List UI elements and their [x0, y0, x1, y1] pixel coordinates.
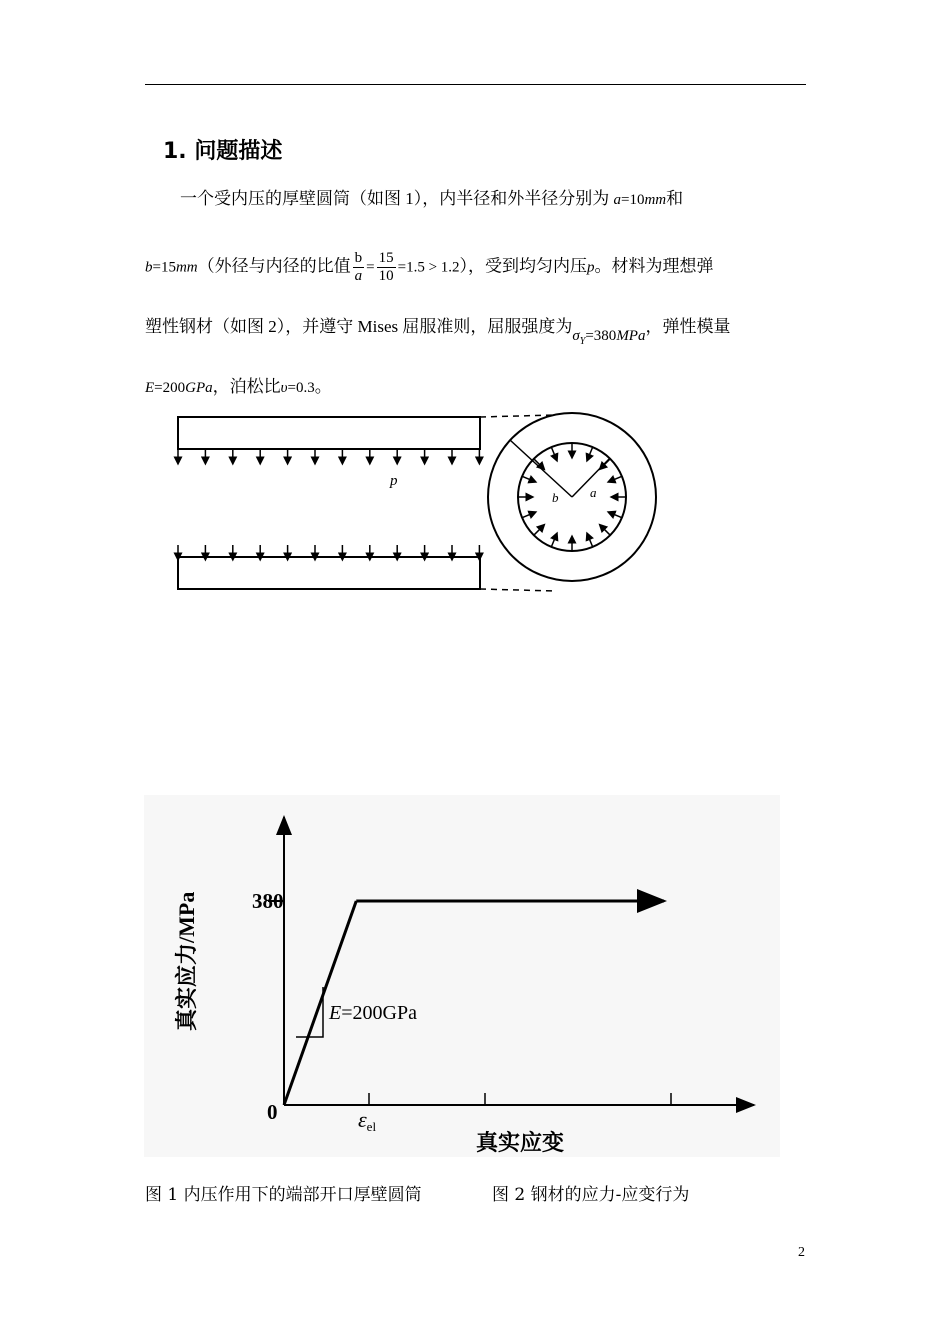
lower-wall	[178, 557, 480, 589]
pressure-arrows-upper	[178, 449, 479, 461]
paragraph-line-1	[145, 188, 806, 211]
ratio: =1.5 > 1.2	[397, 259, 460, 276]
figure-1-cylinder	[160, 405, 660, 605]
caption-figure-1: 图 1 内压作用下的端部开口厚壁圆筒	[145, 1185, 422, 1205]
value: =10	[621, 192, 645, 208]
var-nu: υ	[280, 380, 288, 396]
label-p: p	[390, 473, 398, 489]
var-E: E	[145, 380, 155, 396]
var-p: p	[587, 259, 595, 276]
chart-background	[144, 795, 780, 1157]
text: ，弹性模量	[645, 317, 731, 336]
cross-section	[488, 413, 656, 581]
var-b: b	[145, 259, 153, 276]
paragraph-line-4	[145, 376, 806, 399]
value: =200	[154, 380, 186, 396]
paragraph-line-3	[145, 316, 806, 345]
label-a: a	[590, 485, 597, 500]
text: 一个受内压的厚壁圆筒（如图 1），内半径和外半径分别为	[180, 189, 610, 208]
equals: =	[366, 259, 375, 276]
figure-2-chart	[144, 795, 780, 1157]
unit: GPa	[185, 380, 213, 396]
text: ），受到均匀内压	[459, 256, 588, 276]
section-heading: 1. 问题描述	[163, 139, 283, 164]
origin-label: 0	[267, 1100, 278, 1124]
x-marker-label: εel	[358, 1107, 377, 1134]
sigma-y: $\sigma_Y=380MPa$	[572, 328, 646, 347]
dashed-connector-bottom	[480, 589, 555, 591]
caption-figure-2: 图 2 钢材的应力-应变行为	[492, 1185, 690, 1205]
fraction-15-over-10: $\frac{15}{10}$	[378, 250, 394, 284]
y-axis-label: 真实应力/MPa	[174, 891, 199, 1031]
text: 。	[314, 377, 332, 396]
text: ，泊松比	[212, 377, 281, 396]
fraction-b-over-a: $\frac{b}{a}$	[354, 250, 363, 284]
upper-wall	[178, 417, 480, 449]
text: 和	[666, 189, 684, 208]
text: 塑性钢材（如图 2），并遵守 Mises 屈服准则，屈服强度为	[145, 317, 573, 336]
var-a: a	[613, 192, 621, 208]
page-number: 2	[798, 1245, 805, 1260]
dashed-connector-top	[480, 415, 555, 417]
text: 。材料为理想弹	[594, 256, 714, 276]
unit: mm	[644, 192, 667, 208]
slope-label: E=200GPa	[329, 1002, 417, 1024]
value: =15	[152, 259, 176, 276]
y-tick-label-380: 380	[252, 889, 284, 913]
text: （外径与内径的比值	[197, 256, 351, 276]
x-axis-label: 真实应变	[476, 1130, 565, 1155]
value: =0.3	[287, 380, 315, 396]
unit: mm	[175, 259, 198, 276]
paragraph-line-2	[145, 250, 806, 285]
label-b: b	[552, 490, 559, 505]
header-rule	[145, 84, 806, 85]
pressure-arrows-lower	[178, 545, 479, 557]
